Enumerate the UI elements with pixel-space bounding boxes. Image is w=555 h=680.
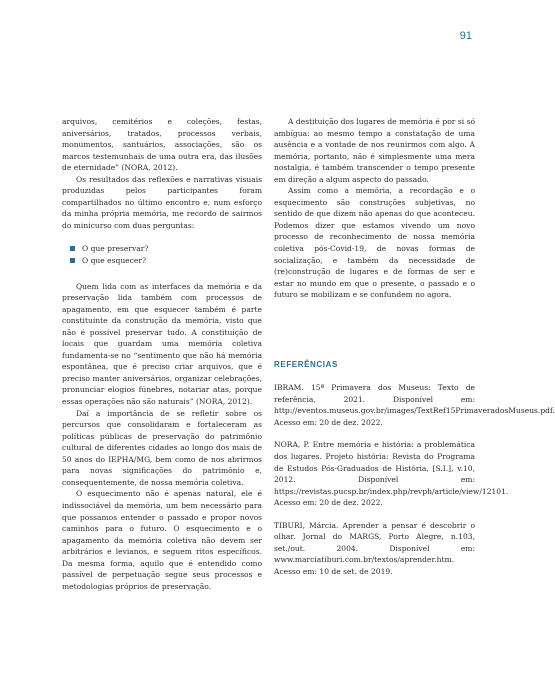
question-list bbox=[62, 243, 262, 266]
list-item-text: O que preservar? bbox=[82, 244, 149, 254]
paragraph: Daí a importância de se refletir sobre os percursos que consolidaram e fortaleceram as políticas públicas de preservação do patrimônio cultural de diferentes cidades ao longo dos mais de 50 anos do IEPHA/MG, bem como de nos abrirmos para novas significações do patrimônio e, consequentemente, de nossa memória coletiva. bbox=[62, 408, 262, 487]
paragraph: arquivos, cemitérios e coleções, festas, aniversários, tratados, processos verbais, monumentos, santuários, associações, são os marcos testemunhais de uma outra era, das ilusões de eternidade” (NORA, 2012). bbox=[62, 117, 262, 173]
list-item-text: O que esquecer? bbox=[82, 256, 146, 266]
paragraph: Os resultados das reflexões e narrativas visuais produzidas pelos participantes foram compartilhados no último encontro e, num esforço da minha própria memória, me recordo de sairmos do minicurso com duas perguntas: bbox=[62, 174, 262, 230]
right-column bbox=[274, 116, 555, 589]
paragraph: A destituição dos lugares de memória é por si só ambígua: ao mesmo tempo a constatação de uma ausência e a vontade de nos reunirmos com algo. A memória, portanto, não é simplesmente uma mera nostalgia, é também transcender o tempo presente em direção a algum aspecto do passado. bbox=[274, 117, 475, 184]
bullet-icon bbox=[70, 258, 75, 263]
bullet-icon bbox=[70, 246, 75, 251]
references-heading: REFERÊNCIAS bbox=[274, 359, 338, 369]
paragraph: O esquecimento não é apenas natural, ele é indissociável da memória, um bem necessário para que possamos entender o passado e propor novos caminhos para o futuro. O esquecimento e o apagamento da memória coletiva não devem ser arbitrários e levianos, e seguem ritos específicos. Da mesma forma, aquilo que é entendido como passível de perpetuação segue seus processos e metodologias próprios de preservação. bbox=[62, 489, 262, 591]
reference-entry: TIBURI, Márcia. Aprender a pensar é descobrir o olhar. Jornal do MARGS, Porto Alegre, n.103, set./out. 2004. Disponível em: www.marciatiburi.com.br/textos/aprender.htm. Acesso em: 10 de set. de 2019. bbox=[274, 520, 475, 576]
paragraph: Quem lida com as interfaces da memória e da preservação lida também com processos de apagamento, em que esquecer também é parte constituinte da construção da memória, visto que não é possível preservar tudo. A constituição de locais que guardam uma memória coletiva fundamenta-se no “sentimento que não há memória espontânea, que é preciso criar arquivos, que é preciso manter aniversários, organizar celebrações, pronunciar elogios fúnebres, notariar atas, porque essas operações não são naturais” (NORA, 2012). bbox=[62, 281, 262, 407]
reference-entry: NORA, P. Entre memória e história: a problemática dos lugares. Projeto história: Revista do Programa de Estudos Pós-Graduados de História, [S.I.], v.10, 2012. Disponível em: https://revistas.pucsp.br/index.php/revph/article/view/12101. Acesso em: 20 de dez. 2022. bbox=[274, 440, 509, 508]
paragraph: Assim como a memória, a recordação e o esquecimento são construções subjetivas, no sentido de que dizem não apenas do que aconteceu. Podemos dizer que estamos vivendo um novo processo de reconhecimento de nossa memória coletiva pós-Covid-19, de novas formas de socialização, e também da necessidade de (re)construção de lugares e de formas de ser e estar no mundo em que o presente, o passado e o futuro se mobilizam e se confundem no agora. bbox=[274, 186, 475, 300]
list-item bbox=[70, 243, 262, 255]
list-item bbox=[70, 255, 262, 267]
reference-entry: IBRAM. 15ª Primavera dos Museus: Texto de referência, 2021. Disponível em: http://eventos.museus.gov.br/images/TextRef15PrimaveradosMuseus.pdf. Acesso em: 20 de dez. 2022. bbox=[274, 383, 555, 427]
left-column bbox=[62, 116, 262, 592]
page-number: 91 bbox=[459, 30, 472, 42]
